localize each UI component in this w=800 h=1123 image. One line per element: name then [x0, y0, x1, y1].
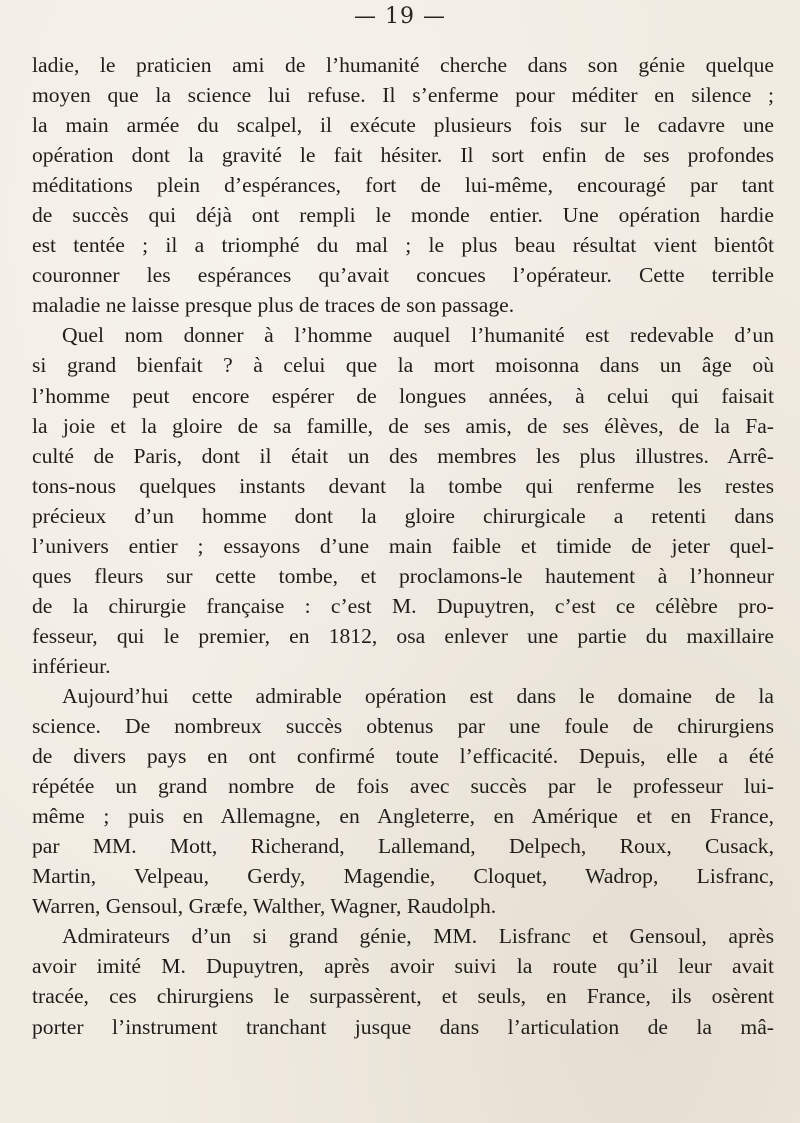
text-line: de divers pays en ont confirmé toute l’efficacité. Depuis, elle a été — [32, 744, 774, 769]
text-line: porter l’instrument tranchant jusque dans l’articulation de la mâ- — [32, 1014, 774, 1039]
text-line: Admirateurs d’un si grand génie, MM. Lisfranc et Gensoul, après — [62, 924, 774, 949]
text-line: moyen que la science lui refuse. Il s’enferme pour méditer en silence ; — [32, 83, 774, 108]
text-line: Martin, Velpeau, Gerdy, Magendie, Cloquet, Wadrop, Lisfranc, — [32, 864, 774, 889]
text-line: si grand bienfait ? à celui que la mort moisonna dans un âge où — [32, 353, 774, 378]
text-line: l’homme peut encore espérer de longues années, à celui qui faisait — [32, 383, 774, 408]
text-line: de la chirurgie française : c’est M. Dupuytren, c’est ce célèbre pro- — [32, 593, 774, 618]
text-line: culté de Paris, dont il était un des membres les plus illustres. Arrê- — [32, 443, 774, 468]
text-line: est tentée ; il a triomphé du mal ; le plus beau résultat vient bientôt — [32, 233, 774, 258]
text-line: avoir imité M. Dupuytren, après avoir suivi la route qu’il leur avait — [32, 954, 774, 979]
text-line: inférieur. — [32, 653, 111, 678]
text-line: la joie et la gloire de sa famille, de ses amis, de ses élèves, de la Fa- — [32, 413, 774, 438]
text-line: répétée un grand nombre de fois avec succès par le professeur lui- — [32, 774, 774, 799]
text-line: tracée, ces chirurgiens le surpassèrent, et seuls, en France, ils osèrent — [32, 984, 774, 1009]
body-text — [32, 50, 774, 1042]
paragraph-4 — [32, 921, 774, 1041]
text-line: fesseur, qui le premier, en 1812, osa enlever une partie du maxillaire — [32, 623, 774, 648]
text-line: par MM. Mott, Richerand, Lallemand, Delpech, Roux, Cusack, — [32, 834, 774, 859]
paragraph-1 — [32, 50, 774, 320]
text-line: la main armée du scalpel, il exécute plusieurs fois sur le cadavre une — [32, 113, 774, 138]
text-line: précieux d’un homme dont la gloire chirurgicale a retenti dans — [32, 503, 774, 528]
text-line: ques fleurs sur cette tombe, et proclamons-le hautement à l’honneur — [32, 563, 774, 588]
text-line: Quel nom donner à l’homme auquel l’humanité est redevable d’un — [62, 323, 774, 348]
paragraph-2 — [32, 320, 774, 681]
text-line: de succès qui déjà ont rempli le monde entier. Une opération hardie — [32, 203, 774, 228]
text-line: Aujourd’hui cette admirable opération est dans le domaine de la — [62, 683, 774, 708]
text-line: méditations plein d’espérances, fort de lui-même, encouragé par tant — [32, 173, 774, 198]
text-line: tons-nous quelques instants devant la tombe qui renferme les restes — [32, 473, 774, 498]
text-line: l’univers entier ; essayons d’une main faible et timide de jeter quel- — [32, 533, 774, 558]
text-line: même ; puis en Allemagne, en Angleterre, en Amérique et en France, — [32, 804, 774, 829]
paragraph-3 — [32, 681, 774, 921]
page-number: — 19 — — [354, 4, 446, 29]
text-line: maladie ne laisse presque plus de traces de son passage. — [32, 293, 515, 318]
text-line: Warren, Gensoul, Græfe, Walther, Wagner, Raudolph. — [32, 894, 497, 919]
text-line: opération dont la gravité le fait hésiter. Il sort enfin de ses profondes — [32, 143, 774, 168]
text-line: couronner les espérances qu’avait concues l’opérateur. Cette terrible — [32, 263, 774, 288]
text-line: ladie, le praticien ami de l’humanité cherche dans son génie quelque — [32, 53, 774, 77]
text-line: science. De nombreux succès obtenus par une foule de chirurgiens — [32, 714, 774, 739]
